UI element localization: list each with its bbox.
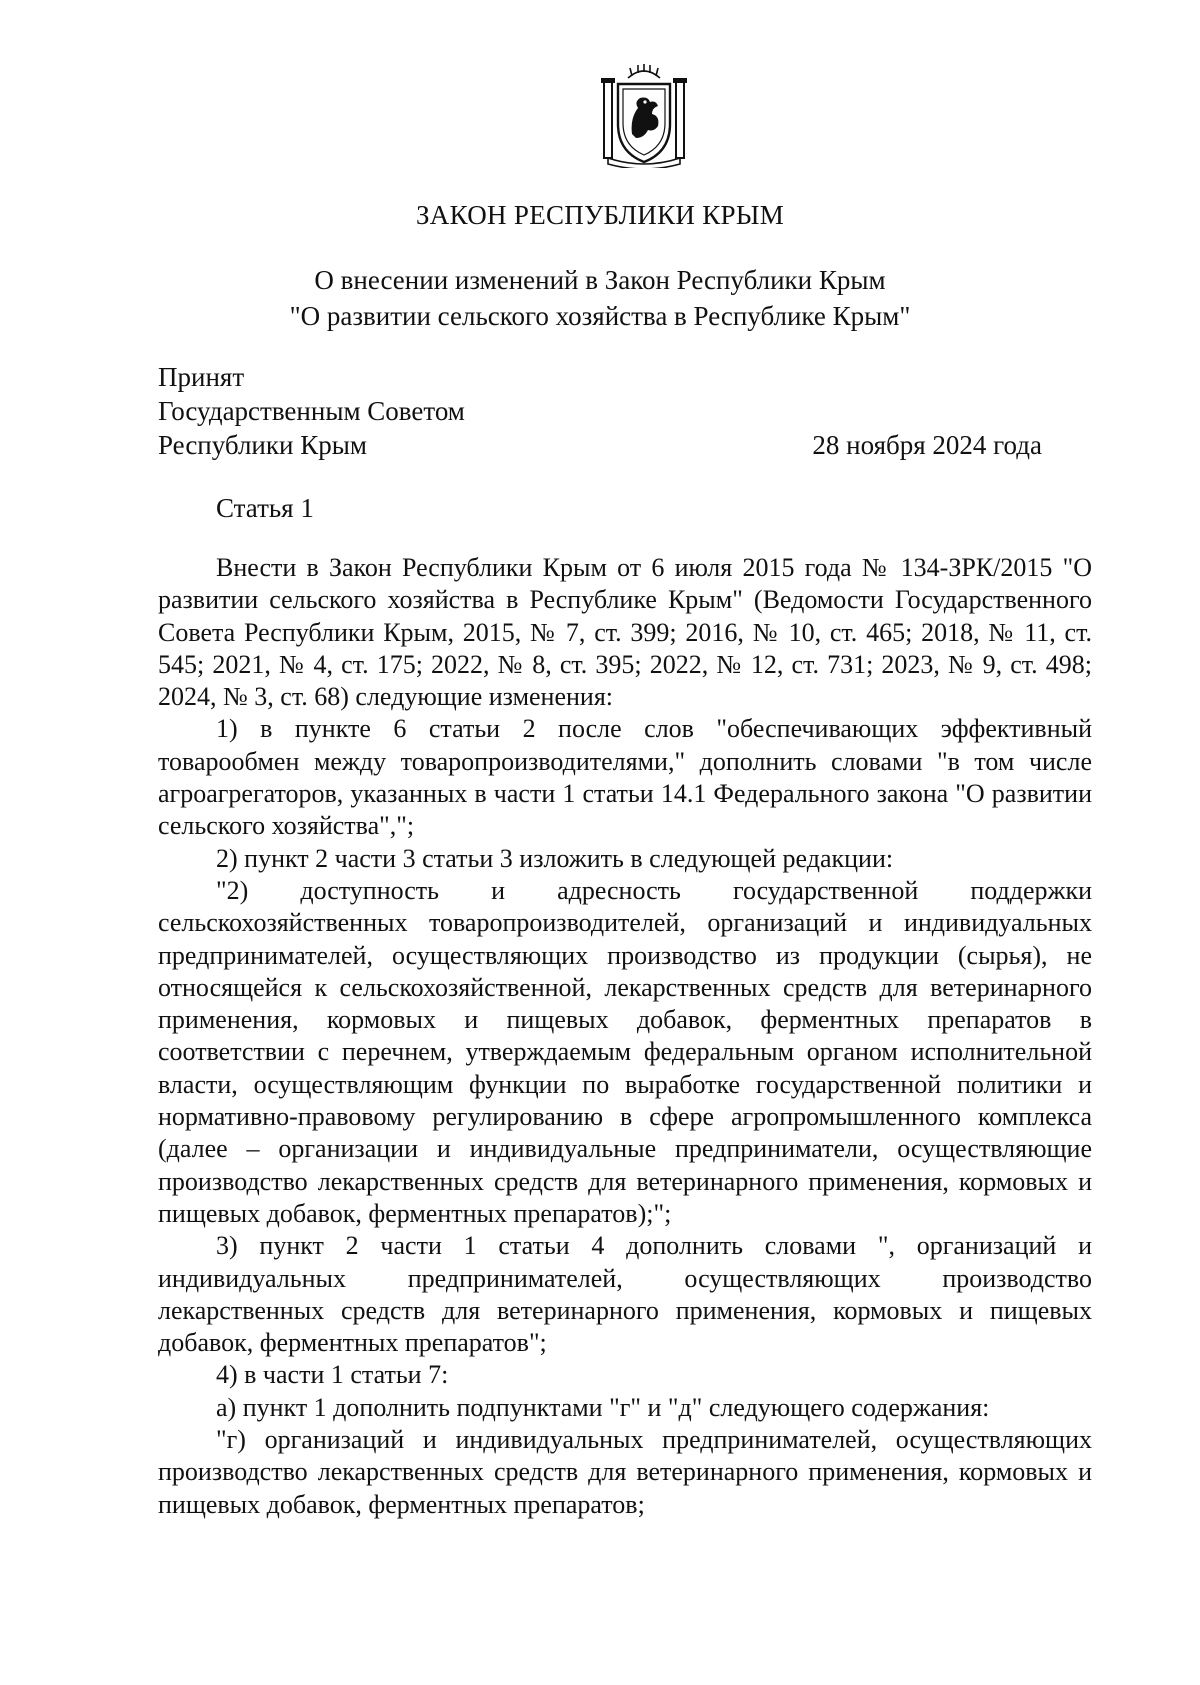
paragraph-item-4a-g: "г) организаций и индивидуальных предпринимателей, осуществляющих производство лекарственных средств для ветеринарного применения, кормовых и пищевых добавок, ферментных препаратов; bbox=[158, 1425, 1092, 1519]
paragraph-item-1: 1) в пункте 6 статьи 2 после слов "обеспечивающих эффективный товарообмен между товаропроизводителями," дополнить словами "в том числе агроагрегаторов, указанных в части 1 статьи 14.1 Федерального закона "О развитии сельского хозяйства","; bbox=[158, 714, 1092, 841]
law-title: ЗАКОН РЕСПУБЛИКИ КРЫМ bbox=[415, 200, 785, 230]
subtitle-line-2: "О развитии сельского хозяйства в Республике Крым" bbox=[289, 301, 911, 331]
adoption-block bbox=[158, 360, 465, 462]
paragraph-intro: Внести в Закон Республики Крым от 6 июля 2015 года № 134-ЗРК/2015 "О развитии сельского хозяйства в Республике Крым" (Ведомости Государственного Совета Республики Крым, 2015, № 7, ст. 399; 2016, № 10, ст. 465; 2018, № 11, ст. 545; 2021, № 4, ст. 175; 2022, № 8, ст. 395; 2022, № 12, ст. 731; 2023, № 9, ст. 498; 2024, № 3, ст. 68) следующие изменения: bbox=[158, 553, 1092, 712]
article-heading: Статья 1 bbox=[216, 493, 314, 523]
coat-of-arms-icon bbox=[598, 62, 690, 168]
adopted-line-2: Государственным Советом bbox=[158, 396, 465, 426]
article-body bbox=[158, 552, 1092, 1521]
paragraph-item-4a: а) пункт 1 дополнить подпунктами "г" и "д" следующего содержания: bbox=[216, 1392, 990, 1422]
paragraph-item-2: 2) пункт 2 части 3 статьи 3 изложить в следующей редакции: bbox=[216, 843, 894, 873]
law-subtitle bbox=[0, 262, 1200, 334]
paragraph-item-3: 3) пункт 2 части 1 статьи 4 дополнить словами ", организаций и индивидуальных предпринимателей, осуществляющих производство лекарственных средств для ветеринарного применения, кормовых и пищевых добавок, ферментных препаратов"; bbox=[158, 1231, 1092, 1358]
paragraph-item-2-text: "2) доступность и адресность государственной поддержки сельскохозяйственных товаропроизводителей, организаций и индивидуальных предпринимателей, осуществляющих производство из продукции (сырья), не относящейся к сельскохозяйственной, лекарственных средств для ветеринарного применения, кормовых и пищевых добавок, ферментных препаратов в соответствии с перечнем, утверждаемым федеральным органом исполнительной власти, осуществляющим функции по выработке государственной политики и нормативно-правовому регулированию в сфере агропромышленного комплекса (далее – организации и индивидуальные предприниматели, осуществляющие производство лекарственных средств для ветеринарного применения, кормовых и пищевых добавок, ферментных препаратов);"; bbox=[158, 875, 1092, 1228]
paragraph-item-4: 4) в части 1 статьи 7: bbox=[216, 1360, 449, 1390]
adoption-date: 28 ноября 2024 года bbox=[812, 430, 1042, 460]
subtitle-line-1: О внесении изменений в Закон Республики Крым bbox=[314, 265, 886, 295]
adopted-line-3: Республики Крым bbox=[158, 430, 367, 460]
adopted-line-1: Принят bbox=[158, 362, 245, 392]
